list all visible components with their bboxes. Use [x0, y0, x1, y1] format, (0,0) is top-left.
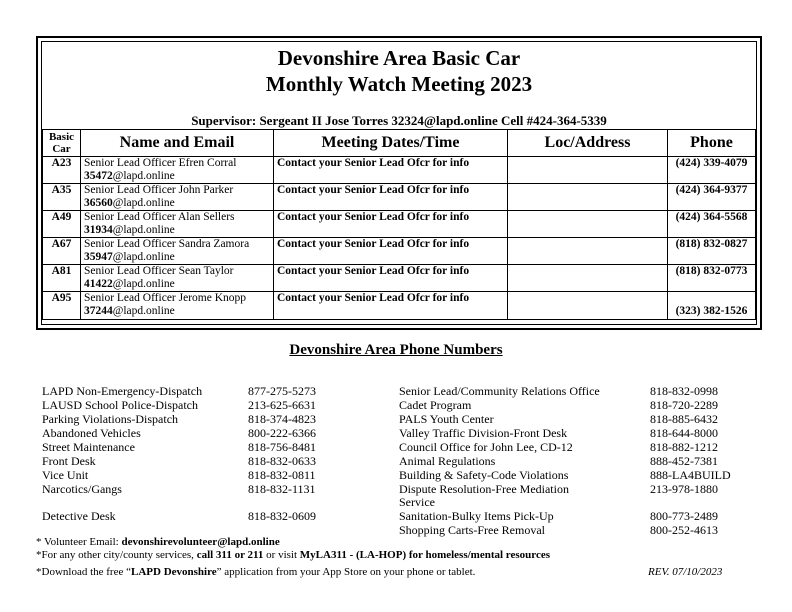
phone-number: 888-LA4BUILD — [650, 468, 731, 482]
email-serial: 35947 — [84, 251, 113, 263]
phone-label-continued: Service — [399, 495, 435, 509]
name-email-cell — [81, 238, 274, 265]
phone-cell: (424) 364-5568 — [668, 211, 756, 238]
officer-email[interactable] — [84, 278, 270, 291]
email-serial: 31934 — [84, 224, 113, 236]
phone-label: Narcotics/Gangs — [42, 482, 122, 496]
name-email-cell — [81, 157, 274, 184]
email-serial: 37244 — [84, 305, 113, 317]
services-note — [36, 549, 550, 562]
officer-name: Senior Lead Officer Sandra Zamora — [84, 238, 250, 250]
phone-number: 213-978-1880 — [650, 482, 718, 496]
email-domain: @lapd.online — [112, 224, 175, 236]
car-cell: A67 — [43, 238, 81, 265]
phone-numbers-heading: Devonshire Area Phone Numbers — [289, 342, 503, 358]
loc-cell — [508, 265, 668, 292]
dates-cell: Contact your Senior Lead Ofcr for info — [274, 292, 508, 320]
phone-number: 800-252-4613 — [650, 523, 718, 537]
basic-car-table — [42, 129, 756, 320]
phone-number: 818-832-0633 — [248, 454, 316, 468]
phone-label: Parking Violations-Dispatch — [42, 412, 179, 426]
phone-label: Detective Desk — [42, 509, 116, 523]
email-domain: @lapd.online — [112, 197, 175, 209]
officer-name: Senior Lead Officer John Parker — [84, 184, 234, 196]
email-domain: @lapd.online — [112, 170, 175, 182]
officer-email[interactable] — [84, 224, 270, 237]
email-domain: @lapd.online — [112, 305, 175, 317]
phone-cell: (818) 832-0773 — [668, 265, 756, 292]
phone-label: Vice Unit — [42, 468, 89, 482]
phone-number: 818-832-0811 — [248, 468, 316, 482]
loc-cell — [508, 211, 668, 238]
download-prefix: *Download the free “ — [36, 566, 131, 578]
officer-email[interactable] — [84, 251, 270, 264]
column-header-loc: Loc/Address — [508, 130, 668, 157]
email-serial: 36560 — [84, 197, 113, 209]
column-header-name: Name and Email — [81, 130, 274, 157]
volunteer-prefix: * Volunteer Email: — [36, 536, 122, 548]
table-row — [43, 238, 756, 265]
phone-label: Sanitation-Bulky Items Pick-Up — [399, 509, 554, 523]
officer-name: Senior Lead Officer Efren Corral — [84, 157, 237, 169]
table-row — [43, 265, 756, 292]
phone-label: Valley Traffic Division-Front Desk — [399, 426, 568, 440]
supervisor-line: Supervisor: Sergeant II Jose Torres 32324@lapd.online Cell #424-364-5339 — [191, 113, 607, 128]
phone-label: Abandoned Vehicles — [42, 426, 141, 440]
table-row — [43, 184, 756, 211]
phone-label: Shopping Carts-Free Removal — [399, 523, 545, 537]
dates-cell: Contact your Senior Lead Ofcr for info — [274, 265, 508, 292]
column-header-phone: Phone — [668, 130, 756, 157]
volunteer-email[interactable]: devonshirevolunteer@lapd.online — [121, 536, 280, 548]
dates-cell: Contact your Senior Lead Ofcr for info — [274, 211, 508, 238]
car-cell: A49 — [43, 211, 81, 238]
phone-label: Front Desk — [42, 454, 96, 468]
download-suffix: ” application from your App Store on your phone or tablet. — [216, 566, 476, 578]
email-serial: 35472 — [84, 170, 113, 182]
phone-number: 818-374-4823 — [248, 412, 316, 426]
email-serial: 41422 — [84, 278, 113, 290]
officer-email[interactable] — [84, 197, 270, 210]
phone-number: 818-644-8000 — [650, 426, 718, 440]
phone-label: Senior Lead/Community Relations Office — [399, 384, 600, 398]
dates-cell: Contact your Senior Lead Ofcr for info — [274, 184, 508, 211]
phone-label: Dispute Resolution-Free Mediation — [399, 482, 569, 496]
phone-number: 818-832-1131 — [248, 482, 316, 496]
phone-number: 888-452-7381 — [650, 454, 718, 468]
phone-number: 213-625-6631 — [248, 398, 316, 412]
page-subtitle: Monthly Watch Meeting 2023 — [265, 72, 533, 96]
phone-cell: (818) 832-0827 — [668, 238, 756, 265]
car-cell: A95 — [43, 292, 81, 320]
phone-label: LAPD Non-Emergency-Dispatch — [42, 384, 203, 398]
dates-cell: Contact your Senior Lead Ofcr for info — [274, 238, 508, 265]
watch-meeting-box — [36, 36, 762, 330]
phone-label: Street Maintenance — [42, 440, 135, 454]
column-header-car: Basic Car — [43, 130, 81, 157]
services-call: call 311 or 211 — [196, 549, 264, 561]
loc-cell — [508, 292, 668, 320]
officer-name: Senior Lead Officer Sean Taylor — [84, 265, 234, 277]
table-header-row — [43, 130, 756, 157]
phone-number: 818-832-0609 — [248, 509, 316, 523]
phone-cell: (424) 364-9377 — [668, 184, 756, 211]
phone-number: 818-720-2289 — [650, 398, 718, 412]
phone-label: Building & Safety-Code Violations — [399, 468, 569, 482]
name-email-cell — [81, 184, 274, 211]
phone-cell: (323) 382-1526 — [668, 292, 756, 320]
volunteer-note — [36, 536, 280, 549]
officer-email[interactable] — [84, 305, 270, 318]
page-title: Devonshire Area Basic Car — [277, 46, 521, 70]
phone-number: 818-756-8481 — [248, 440, 316, 454]
officer-email[interactable] — [84, 170, 270, 183]
car-cell: A35 — [43, 184, 81, 211]
email-domain: @lapd.online — [112, 251, 175, 263]
email-domain: @lapd.online — [112, 278, 175, 290]
services-prefix: *For any other city/county services, — [36, 549, 197, 561]
phone-label: Cadet Program — [399, 398, 472, 412]
phone-label: PALS Youth Center — [399, 412, 494, 426]
download-app-name: LAPD Devonshire — [131, 566, 217, 578]
download-note — [36, 566, 475, 579]
loc-cell — [508, 157, 668, 184]
watch-meeting-inner-border — [41, 41, 757, 325]
column-header-dates: Meeting Dates/Time — [274, 130, 508, 157]
revision-date: REV. 07/10/2023 — [648, 566, 723, 578]
phone-label: LAUSD School Police-Dispatch — [42, 398, 198, 412]
car-cell: A23 — [43, 157, 81, 184]
table-row — [43, 292, 756, 320]
loc-cell — [508, 238, 668, 265]
dates-cell: Contact your Senior Lead Ofcr for info — [274, 157, 508, 184]
name-email-cell — [81, 265, 274, 292]
table-row — [43, 157, 756, 184]
phone-cell: (424) 339-4079 — [668, 157, 756, 184]
officer-name: Senior Lead Officer Jerome Knopp — [84, 292, 247, 304]
phone-number: 818-832-0998 — [650, 384, 718, 398]
phone-number: 818-882-1212 — [650, 440, 718, 454]
services-mid: or visit — [263, 549, 300, 561]
officer-name: Senior Lead Officer Alan Sellers — [84, 211, 235, 223]
services-myla311: MyLA311 - (LA-HOP) for homeless/mental resources — [299, 549, 550, 561]
phone-label: Council Office for John Lee, CD-12 — [399, 440, 573, 454]
phone-number: 800-773-2489 — [650, 509, 718, 523]
phone-label: Animal Regulations — [399, 454, 496, 468]
phone-number: 818-885-6432 — [650, 412, 718, 426]
loc-cell — [508, 184, 668, 211]
table-row — [43, 211, 756, 238]
phone-number: 877-275-5273 — [248, 384, 316, 398]
name-email-cell — [81, 292, 274, 320]
name-email-cell — [81, 211, 274, 238]
car-cell: A81 — [43, 265, 81, 292]
phone-number: 800-222-6366 — [248, 426, 316, 440]
